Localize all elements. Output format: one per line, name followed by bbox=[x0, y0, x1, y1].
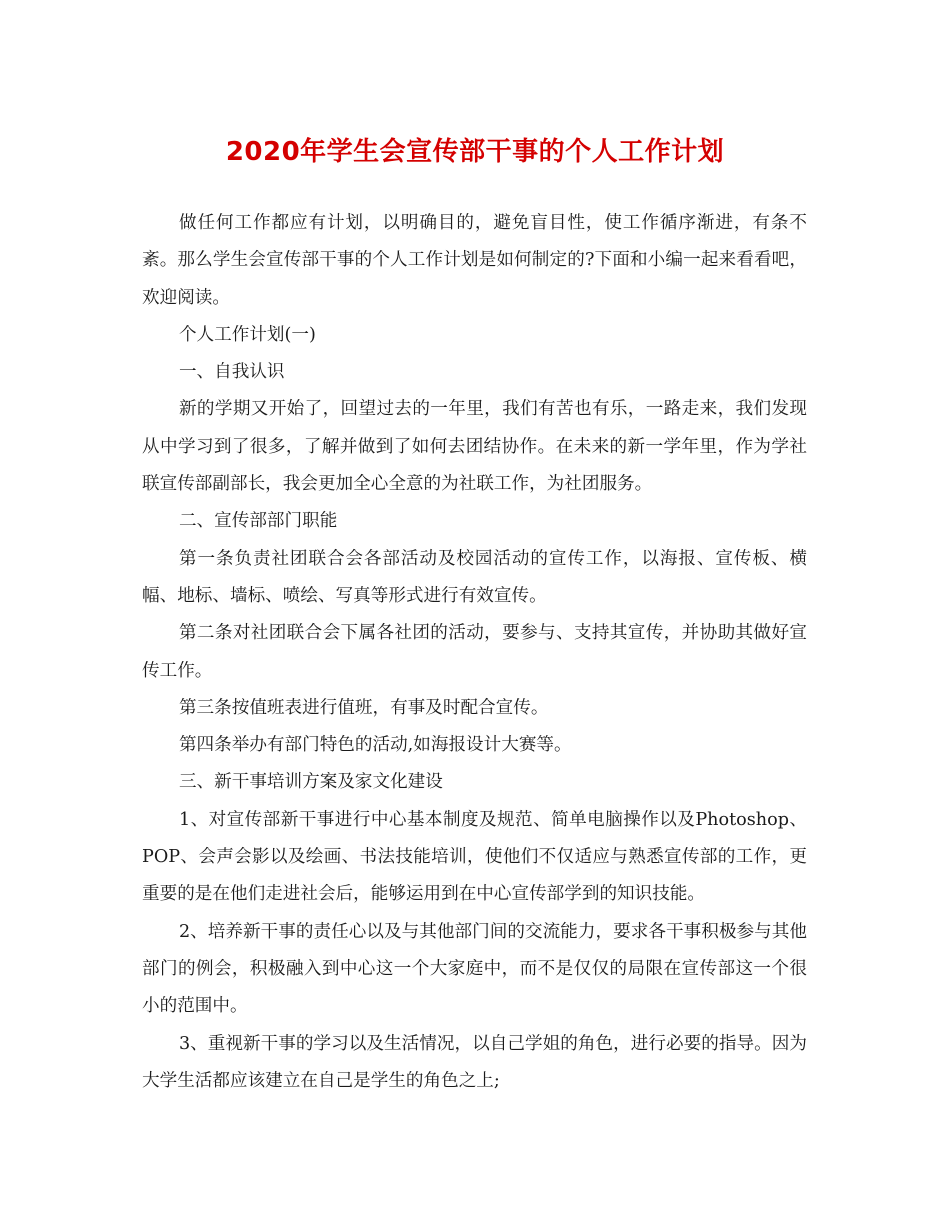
section-heading-training-plan: 三、新干事培训方案及家文化建设 bbox=[178, 772, 443, 793]
paragraph-duty-2: 第二条对社团联合会下属各社团的活动，要参与、支持其宣传，并协助其做好宣传工作。 bbox=[142, 623, 807, 681]
document-body bbox=[142, 205, 807, 1100]
document-title: 2020年学生会宣传部干事的个人工作计划 bbox=[225, 137, 725, 167]
paragraph-training-3: 3、重视新干事的学习以及生活情况，以自己学姐的角色，进行必要的指导。因为大学生活都应该建立在自己是学生的角色之上; bbox=[142, 1033, 807, 1091]
paragraph-intro: 做任何工作都应有计划，以明确目的，避免盲目性，使工作循序渐进，有条不紊。那么学生会宣传部干事的个人工作计划是如何制定的?下面和小编一起来看看吧，欢迎阅读。 bbox=[142, 213, 807, 308]
paragraph-self-awareness: 新的学期又开始了，回望过去的一年里，我们有苦也有乐，一路走来，我们发现从中学习到了很多，了解并做到了如何去团结协作。在未来的新一学年里，作为学社联宣传部副部长，我会更加全心全意的为社联工作，为社团服务。 bbox=[142, 399, 807, 495]
paragraph-training-2: 2、培养新干事的责任心以及与其他部门间的交流能力，要求各干事积极参与其他部门的例会，积极融入到中心这一个大家庭中，而不是仅仅的局限在宣传部这一个很小的范围中。 bbox=[142, 921, 807, 1017]
paragraph-duty-1: 第一条负责社团联合会各部活动及校园活动的宣传工作，以海报、宣传板、横幅、地标、墙标、喷绘、写真等形式进行有效宣传。 bbox=[142, 548, 807, 606]
section-heading-self-awareness: 一、自我认识 bbox=[178, 362, 285, 383]
paragraph-duty-4: 第四条举办有部门特色的活动,如海报设计大赛等。 bbox=[178, 735, 572, 756]
section-heading-department-duties: 二、宣传部部门职能 bbox=[178, 511, 338, 532]
section-heading-plan-one: 个人工作计划(一) bbox=[178, 324, 316, 345]
paragraph-duty-3: 第三条按值班表进行值班，有事及时配合宣传。 bbox=[178, 697, 549, 718]
paragraph-training-1: 1、对宣传部新干事进行中心基本制度及规范、简单电脑操作以及Photoshop、POP、会声会影以及绘画、书法技能培训，使他们不仅适应与熟悉宣传部的工作，更重要的是在他们走进社会后，能够运用到在中心宣传部学到的知识技能。 bbox=[142, 809, 807, 905]
